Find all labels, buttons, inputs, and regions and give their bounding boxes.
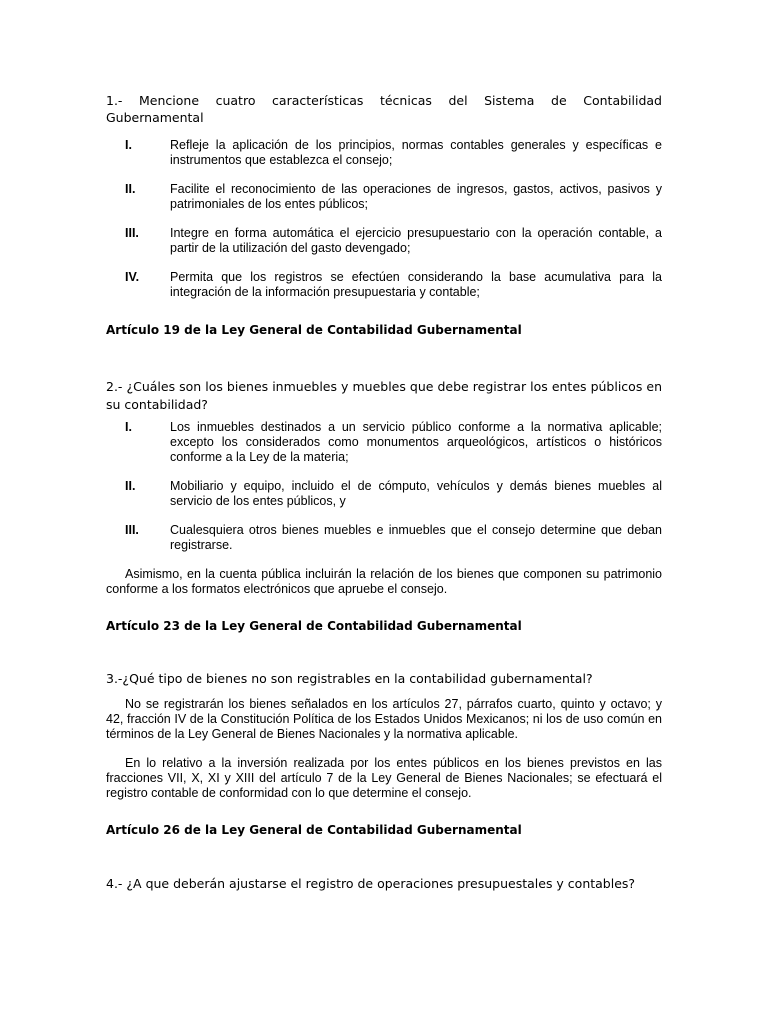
article-reference-23: Artículo 23 de la Ley General de Contabilidad Gubernamental	[106, 619, 522, 633]
list-item	[106, 420, 662, 465]
list-item	[106, 270, 662, 300]
list-item-text: Los inmuebles destinados a un servicio público conforme a la normativa aplicable; excepto los considerados como monumentos arqueológicos, artísticos o históricos conforme a la Ley de la materia;	[170, 420, 662, 464]
paragraph-non-registrable: No se registrarán los bienes señalados en los artículos 27, párrafos cuarto, quinto y octavo; y 42, fracción IV de la Constitución Política de los Estados Unidos Mexicanos; ni los de uso común en términos de la Ley General de Bienes Nacionales y la normativa aplicable.	[106, 697, 662, 741]
q1-list	[106, 138, 662, 300]
list-item-number: II.	[125, 182, 136, 196]
list-item-text: Permita que los registros se efectúen considerando la base acumulativa para la integración de la información presupuestaria y contable;	[170, 270, 662, 299]
list-item-number: II.	[125, 479, 136, 493]
list-item	[106, 182, 662, 212]
list-item	[106, 479, 662, 509]
list-item-number: I.	[125, 420, 132, 434]
list-item-text: Facilite el reconocimiento de las operaciones de ingresos, gastos, activos, pasivos y patrimoniales de los entes públicos;	[170, 182, 662, 211]
question-4: 4.- ¿A que deberán ajustarse el registro de operaciones presupuestales y contables?	[106, 876, 636, 891]
q2-list	[106, 420, 662, 553]
paragraph-assets: Asimismo, en la cuenta pública incluirán la relación de los bienes que componen su patrimonio conforme a los formatos electrónicos que apruebe el consejo.	[106, 567, 662, 596]
list-item-number: IV.	[125, 270, 140, 284]
list-item-number: III.	[125, 523, 139, 537]
list-item-text: Integre en forma automática el ejercicio presupuestario con la operación contable, a partir de la utilización del gasto devengado;	[170, 226, 662, 255]
list-item-text: Refleje la aplicación de los principios, normas contables generales y específicas e instrumentos que establezca el consejo;	[170, 138, 662, 167]
question-3: 3.-¿Qué tipo de bienes no son registrables en la contabilidad gubernamental?	[106, 671, 593, 686]
list-item-text: Cualesquiera otros bienes muebles e inmuebles que el consejo determine que deban registrarse.	[170, 523, 662, 552]
article-reference-19: Artículo 19 de la Ley General de Contabilidad Gubernamental	[106, 323, 522, 337]
list-item-text: Mobiliario y equipo, incluido el de cómputo, vehículos y demás bienes muebles al servicio de los entes públicos, y	[170, 479, 662, 508]
list-item	[106, 523, 662, 553]
list-item-number: III.	[125, 226, 139, 240]
paragraph-investment: En lo relativo a la inversión realizada por los entes públicos en los bienes previstos en las fracciones VII, X, XI y XIII del artículo 7 de la Ley General de Bienes Nacionales; se efectuará el registro contable de conformidad con lo que determine el consejo.	[106, 756, 662, 800]
list-item-number: I.	[125, 138, 132, 152]
article-reference-26: Artículo 26 de la Ley General de Contabilidad Gubernamental	[106, 823, 522, 837]
list-item	[106, 138, 662, 168]
question-1: 1.- Mencione cuatro características técnicas del Sistema de Contabilidad Gubernamental	[106, 93, 662, 125]
question-2: 2.- ¿Cuáles son los bienes inmuebles y muebles que debe registrar los entes públicos en su contabilidad?	[106, 379, 662, 412]
document-page	[106, 92, 662, 892]
list-item	[106, 226, 662, 256]
